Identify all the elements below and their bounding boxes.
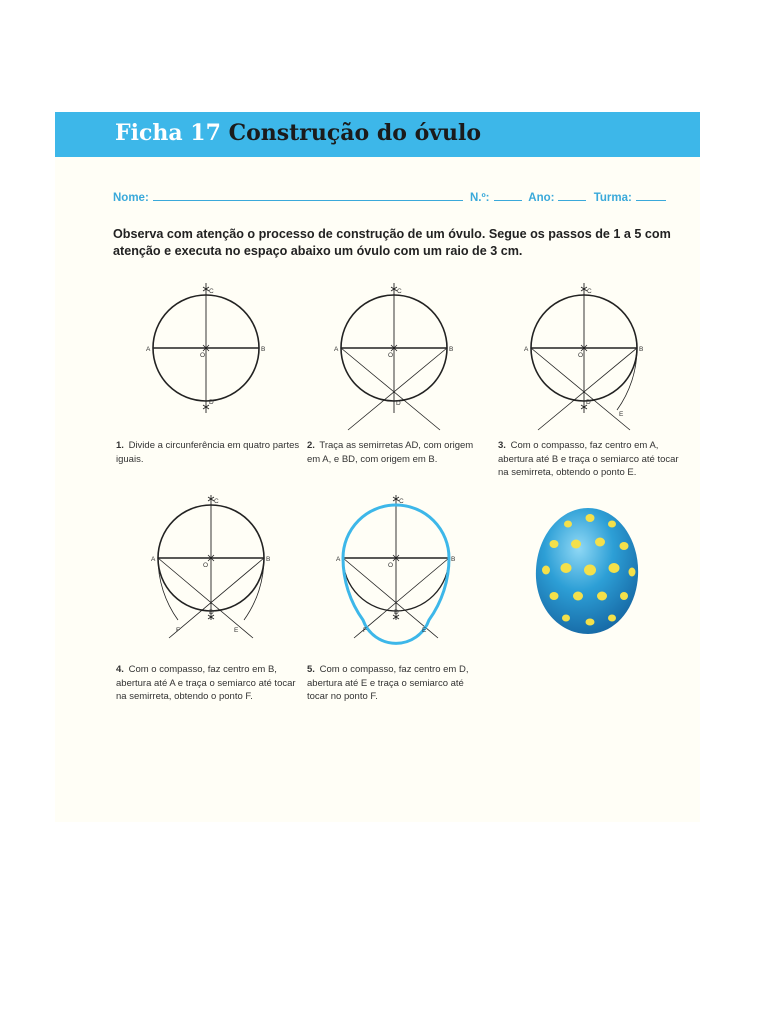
- point-o-label: O: [578, 352, 584, 359]
- step-1-number: 1.: [116, 440, 124, 451]
- point-a-label: A: [146, 346, 151, 353]
- step-4-caption: [116, 663, 296, 704]
- point-c-label: C: [399, 498, 404, 505]
- point-d-label: D: [209, 609, 214, 616]
- worksheet-title: Construção do óvulo: [228, 120, 482, 146]
- point-f-label: F: [176, 627, 180, 634]
- point-a-label: A: [336, 556, 341, 563]
- name-label: Nome:: [113, 192, 149, 204]
- decorated-egg-image: [528, 500, 648, 640]
- point-b-label: B: [451, 556, 456, 563]
- point-d-label: D: [586, 399, 591, 406]
- point-c-label: C: [209, 288, 214, 295]
- point-e-label: E: [619, 411, 624, 418]
- point-e-label: E: [234, 627, 239, 634]
- point-b-label: B: [261, 346, 266, 353]
- step-1-text: Divide a circunferência em quatro partes iguais.: [116, 440, 300, 465]
- step-4-text: Com o compasso, faz centro em B, abertura até A e traça o semiarco até tocar na semirreta, obtendo o ponto F.: [116, 664, 296, 702]
- worksheet-number: Ficha 17: [115, 120, 221, 146]
- step-5-text: Com o compasso, faz centro em D, abertura até E e traça o semiarco até tocar no ponto F.: [307, 664, 469, 702]
- student-info-line: [113, 190, 670, 204]
- figure-step-4-drawing: [145, 492, 285, 652]
- step-3-caption: [498, 439, 683, 480]
- point-d-label: D: [396, 400, 401, 407]
- point-b-label: B: [266, 556, 271, 563]
- step-3-text: Com o compasso, faz centro em A, abertura até B e traça o semiarco até tocar na semirreta, obtendo o ponto E.: [498, 440, 679, 478]
- class-label: Turma:: [593, 192, 632, 204]
- year-label: Ano:: [528, 192, 555, 204]
- step-2-text: Traça as semirretas AD, com origem em A, e BD, com origem em B.: [307, 440, 474, 465]
- instructions-paragraph: Observa com atenção o processo de construção de um óvulo. Segue os passos de 1 a 5 com atenção e executa no espaço abaixo um óvulo com um raio de 3 cm.: [113, 227, 671, 258]
- ray-bd: [348, 348, 447, 430]
- point-c-label: C: [397, 288, 402, 295]
- figure-step-4: [145, 492, 285, 652]
- point-o-label: O: [200, 352, 206, 359]
- ray-ad: [341, 348, 440, 430]
- point-o-label: O: [388, 562, 394, 569]
- number-field[interactable]: [494, 190, 522, 201]
- step-5-caption: [307, 663, 487, 704]
- figure-step-5: [330, 492, 470, 652]
- point-a-label: A: [524, 346, 529, 353]
- point-e-label: E: [422, 627, 427, 634]
- step-1-caption: [116, 439, 306, 466]
- page-title: [115, 120, 481, 146]
- figure-step-1: [140, 278, 280, 418]
- point-o-label: O: [388, 352, 394, 359]
- point-b-label: B: [449, 346, 454, 353]
- figure-step-3-drawing: [518, 278, 658, 438]
- point-d-label: D: [394, 609, 399, 616]
- point-f-label: F: [363, 627, 367, 634]
- step-2-number: 2.: [307, 440, 315, 451]
- figure-step-2: [328, 278, 468, 438]
- egg-illustration: [528, 500, 648, 640]
- point-o-label: O: [203, 562, 209, 569]
- year-field[interactable]: [558, 190, 586, 201]
- name-field[interactable]: [153, 190, 463, 201]
- step-2-caption: [307, 439, 487, 466]
- figure-step-1-drawing: [140, 278, 280, 418]
- point-d-label: D: [209, 399, 214, 406]
- figure-step-5-drawing: [330, 492, 470, 652]
- step-4-number: 4.: [116, 664, 124, 675]
- point-b-label: B: [639, 346, 644, 353]
- point-a-label: A: [151, 556, 156, 563]
- step-5-number: 5.: [307, 664, 315, 675]
- point-c-label: C: [214, 498, 219, 505]
- point-a-label: A: [334, 346, 339, 353]
- title-banner: [55, 112, 700, 157]
- class-field[interactable]: [636, 190, 666, 201]
- number-label: N.º:: [469, 192, 490, 204]
- figure-step-3: [518, 278, 658, 438]
- point-c-label: C: [587, 288, 592, 295]
- step-3-number: 3.: [498, 440, 506, 451]
- figure-step-2-drawing: [328, 278, 468, 438]
